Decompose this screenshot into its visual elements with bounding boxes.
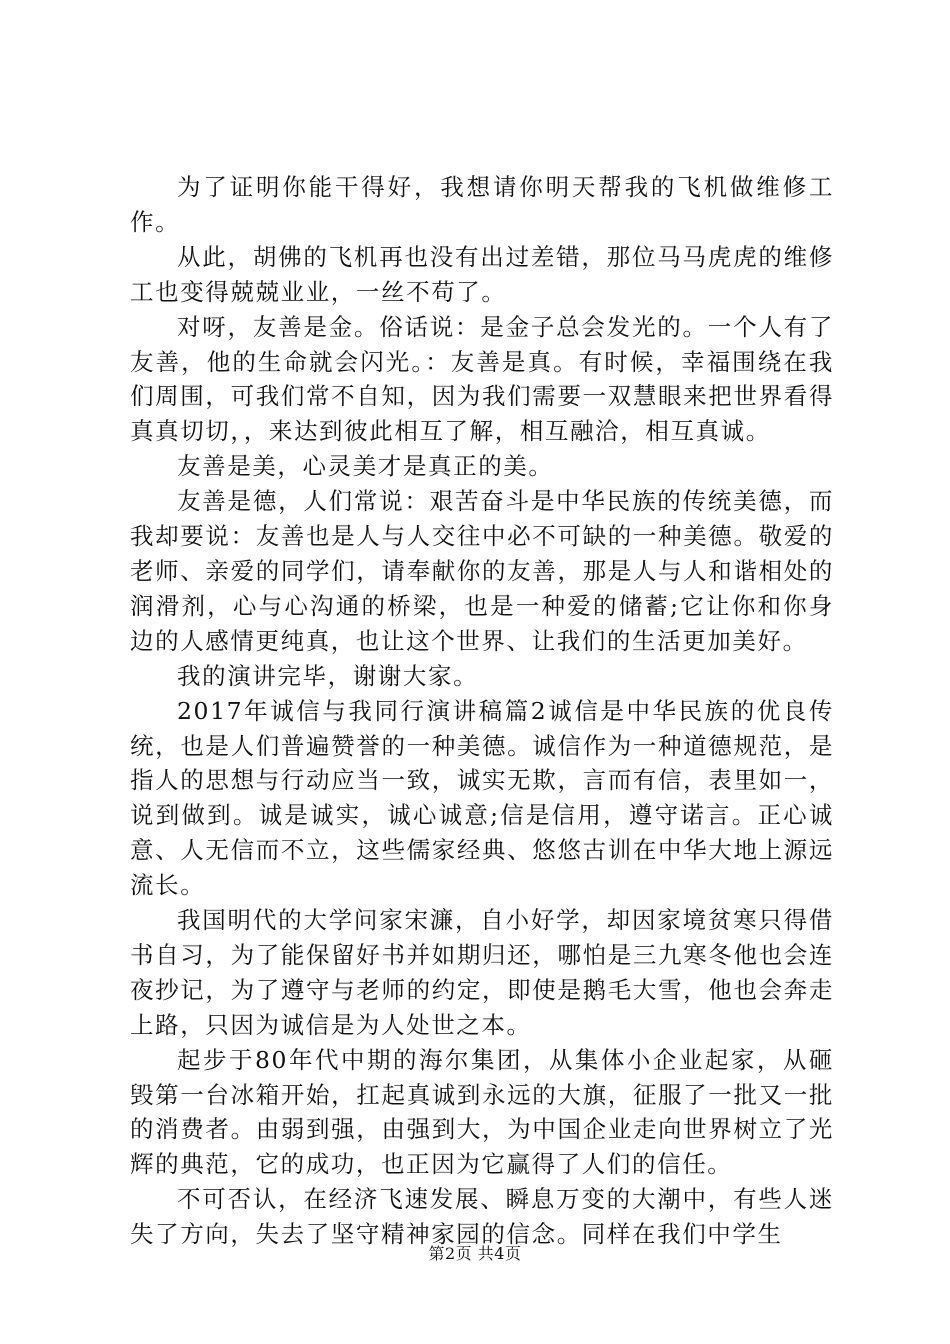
paragraph-8: 我国明代的大学问家宋濂，自小好学，却因家境贫寒只得借书自习，为了能保留好书并如期归还，哪怕是三九寒冬他也会连夜抄记，为了遵守与老师的约定，即使是鹅毛大雪，他也会奔走上路，只因为诚信是为人处世之本。 [130, 906, 834, 1039]
paragraph-6: 我的演讲完毕，谢谢大家。 [177, 661, 479, 690]
paragraph-2: 从此，胡佛的飞机再也没有出过差错，那位马马虎虎的维修工也变得兢兢业业，一丝不苟了。 [130, 242, 834, 306]
document-body [130, 170, 834, 1252]
paragraph-1: 为了证明你能干得好，我想请你明天帮我的飞机做维修工作。 [130, 173, 834, 236]
paragraph-7: 2017年诚信与我同行演讲稿篇2诚信是中华民族的优良传统，也是人们普遍赞誉的一种美德。诚信作为一种道德规范，是指人的思想与行动应当一致，诚实无欺，言而有信，表里如一，说到做到。诚是诚实，诚心诚意;信是信用，遵守诺言。正心诚意、人无信而不立，这些儒家经典、悠悠古训在中华大地上源远流长。 [130, 696, 834, 900]
paragraph-4: 友善是美，心灵美才是真正的美。 [177, 452, 554, 481]
page-number-footer: 第2页 共4页 [428, 1244, 522, 1263]
paragraph-9: 起步于80年代中期的海尔集团，从集体小企业起家，从砸毁第一台冰箱开始，扛起真诚到永远的大旗，征服了一批又一批的消费者。由弱到强，由强到大，为中国企业走向世界树立了光辉的典范，它的成功，也正因为它赢得了人们的信任。 [130, 1045, 834, 1179]
paragraph-10: 不可否认，在经济飞速发展、瞬息万变的大潮中，有些人迷失了方向，失去了坚守精神家园的信念。同样在我们中学生 [130, 1185, 834, 1249]
paragraph-5: 友善是德，人们常说：艰苦奋斗是中华民族的传统美德，而我却要说：友善也是人与人交往中必不可缺的一种美德。敬爱的老师、亲爱的同学们，请奉献你的友善，那是人与人和谐相处的润滑剂，心与心沟通的桥梁，也是一种爱的储蓄;它让你和你身边的人感情更纯真，也让这个世界、让我们的生活更加美好。 [130, 487, 834, 655]
paragraph-3: 对呀，友善是金。俗话说：是金子总会发光的。一个人有了友善，他的生命就会闪光。：友善是真。有时候，幸福围绕在我们周围，可我们常不自知，因为我们需要一双慧眼来把世界看得真真切切，，来达到彼此相互了解，相互融洽，相互真诚。 [130, 312, 834, 446]
